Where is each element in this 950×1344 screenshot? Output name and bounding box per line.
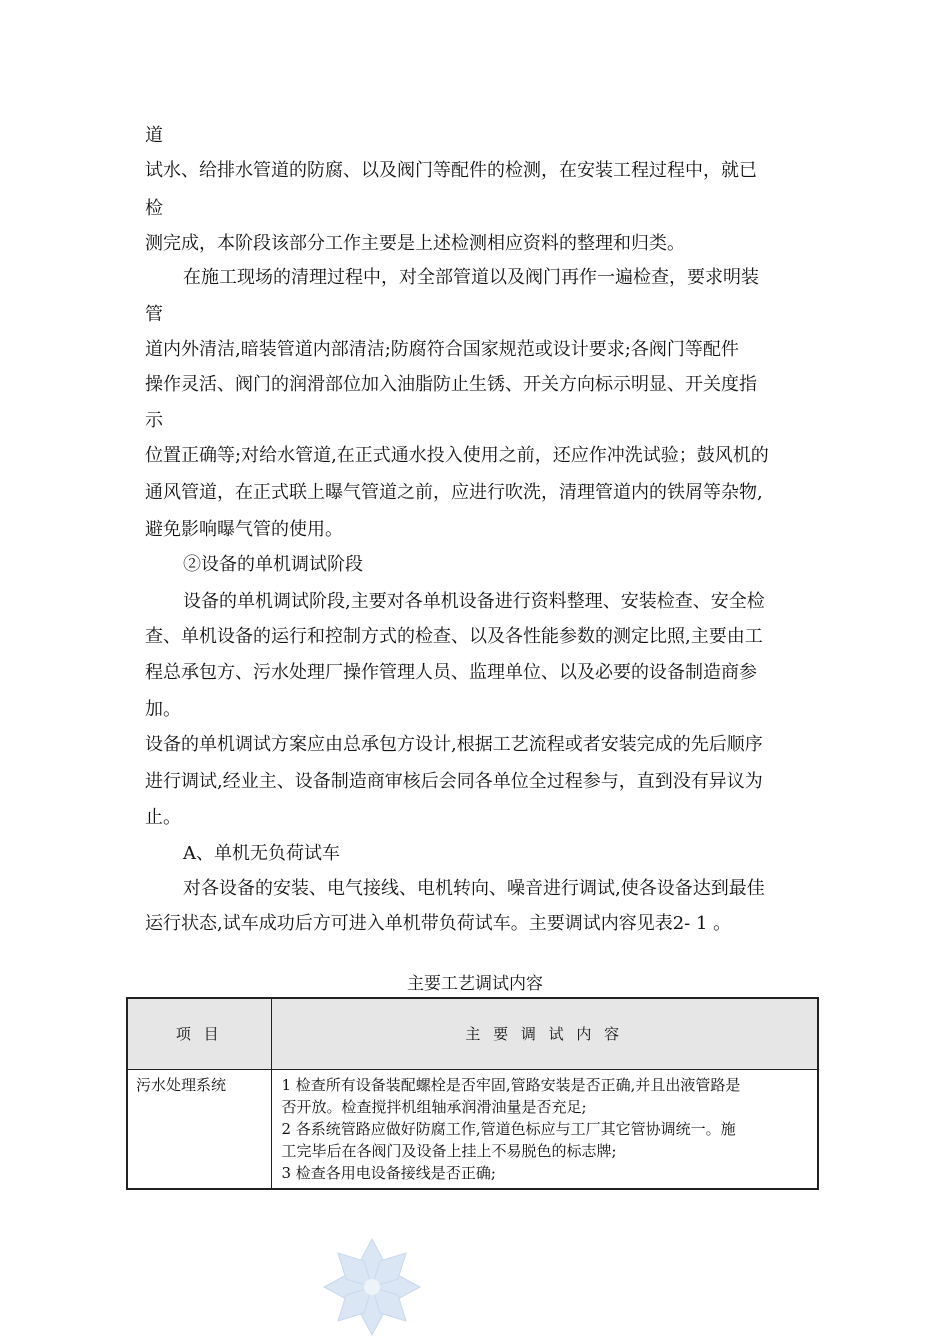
section-heading: ②设备的单机调试阶段 (183, 554, 363, 575)
body-text-line: 设备的单机调试阶段,主要对各单机设备进行资料整理、安装检查、安全检 (183, 591, 765, 612)
table-row (127, 1070, 818, 1190)
row-content-cell (271, 1070, 818, 1190)
body-text-line: 加。 (145, 699, 181, 720)
body-text-line: 试水、给排水管道的防腐、以及阀门等配件的检测，在安装工程过程中，就已 (145, 160, 757, 181)
table-caption: 主要工艺调试内容 (407, 974, 543, 994)
body-text-line: 进行调试,经业主、设备制造商审核后会同各单位全过程参与，直到没有异议为 (145, 771, 763, 792)
body-text-line: 设备的单机调试方案应由总承包方设计,根据工艺流程或者安装完成的先后顺序 (145, 734, 763, 755)
body-text-line: 止。 (145, 807, 181, 828)
body-text-line: 检 (145, 198, 163, 219)
content-line: 否开放。检查搅拌机组轴承润滑油量是否充足; (281, 1098, 587, 1116)
body-text-line: 运行状态,试车成功后方可进入单机带负荷试车。主要调试内容见表2- 1 。 (145, 913, 732, 934)
body-text-line: 对各设备的安装、电气接线、电机转向、噪音进行调试,使各设备达到最佳 (183, 878, 765, 899)
header-item: 项 目 (127, 998, 271, 1070)
content-line: 2 各系统管路应做好防腐工作,管道色标应与工厂其它管协调统一。施 (281, 1120, 736, 1138)
body-text-line: 道 (145, 125, 163, 146)
body-text-line: 通风管道，在正式联上曝气管道之前，应进行吹洗，清理管道内的铁屑等杂物, (145, 482, 763, 503)
header-content: 主 要 调 试 内 容 (271, 998, 818, 1070)
content-line: 3 检查各用电设备接线是否正确; (281, 1164, 496, 1182)
table-header-row (127, 998, 818, 1070)
subsection-heading: A、单机无负荷试车 (183, 843, 340, 864)
body-text-line: 避免影响曝气管的使用。 (145, 519, 343, 540)
body-text-line: 测完成，本阶段该部分工作主要是上述检测相应资料的整理和归类。 (145, 233, 685, 254)
body-text-line: 操作灵活、阀门的润滑部位加入油脂防止生锈、开关方向标示明显、开关度指 (145, 374, 757, 395)
row-item-cell: 污水处理系统 (127, 1070, 271, 1190)
debug-content-table (126, 997, 819, 1190)
content-line: 1 检查所有设备装配螺栓是否牢固,管路安装是否正确,并且出液管路是 (281, 1076, 741, 1094)
body-text-line: 在施工现场的清理过程中，对全部管道以及阀门再作一遍检查，要求明装 (183, 267, 759, 288)
body-text-line: 示 (145, 410, 163, 431)
body-text-line: 查、单机设备的运行和控制方式的检查、以及各性能参数的测定比照,主要由工 (145, 626, 763, 647)
body-text-line: 道内外清洁,暗装管道内部清洁;防腐符合国家规范或设计要求;各阀门等配件 (145, 339, 739, 360)
content-line: 工完毕后在各阀门及设备上挂上不易脱色的标志牌; (281, 1142, 617, 1160)
body-text-line: 管 (145, 304, 163, 325)
body-text-line: 程总承包方、污水处理厂操作管理人员、监理单位、以及必要的设备制造商参 (145, 662, 757, 683)
snowflake-logo-icon (322, 1237, 422, 1337)
body-text-line: 位置正确等;对给水管道,在正式通水投入使用之前，还应作冲洗试验；鼓风机的 (145, 445, 769, 466)
